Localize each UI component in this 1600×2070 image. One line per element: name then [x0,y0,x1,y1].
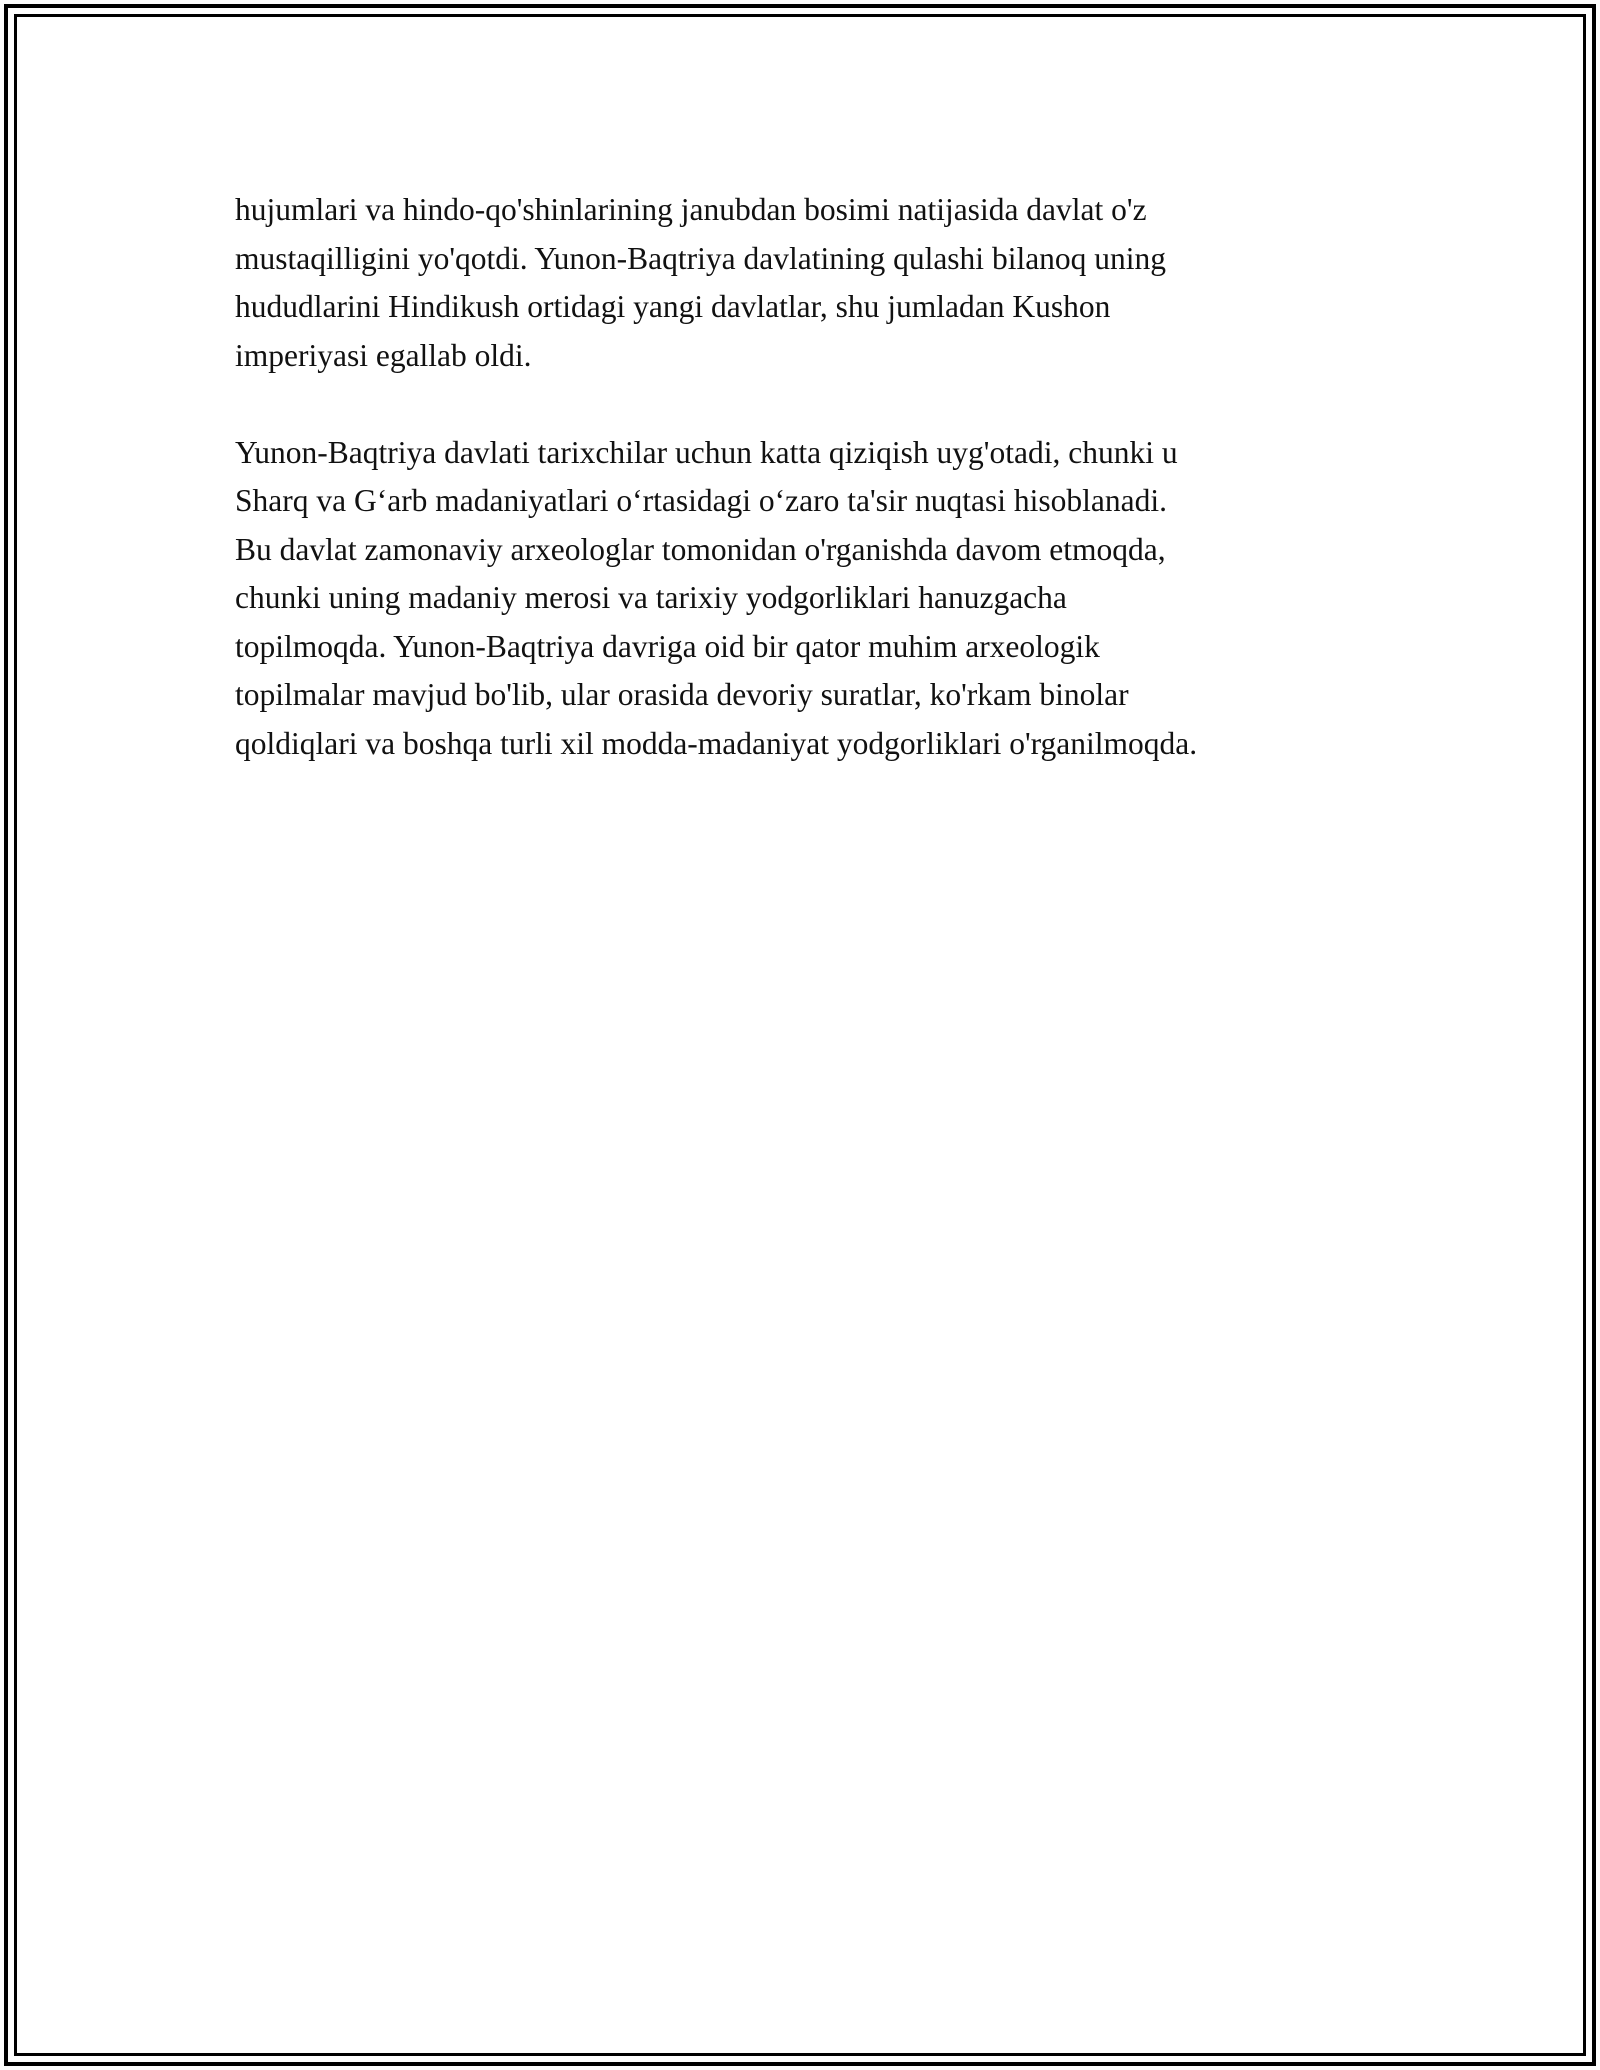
text-line: chunki uning madaniy merosi va tarixiy yodgorliklari hanuzgacha [235,580,1067,615]
paragraph-2 [235,429,1395,769]
text-line: hududlarini Hindikush ortidagi yangi davlatlar, shu jumladan Kushon [235,289,1111,324]
text-line: qoldiqlari va boshqa turli xil modda-madaniyat yodgorliklari o'rganilmoqda. [235,725,1198,761]
paragraph-1 [235,186,1395,380]
document-body [235,186,1395,768]
text-line: Sharq va G‘arb madaniyatlari o‘rtasidagi o‘zaro ta'sir nuqtasi hisoblanadi. [235,483,1168,518]
text-line: hujumlari va hindo-qo'shinlarining janubdan bosimi natijasida davlat o'z [235,192,1147,227]
text-line: imperiyasi egallab oldi. [235,337,532,373]
text-line: topilmoqda. Yunon-Baqtriya davriga oid bir qator muhim arxeologik [235,628,1100,664]
text-line: Bu davlat zamonaviy arxeologlar tomonidan o'rganishda davom etmoqda, [235,531,1166,567]
text-line: mustaqilligini yo'qotdi. Yunon-Baqtriya davlatining qulashi bilanoq uning [235,240,1167,276]
text-line: topilmalar mavjud bo'lib, ular orasida devoriy suratlar, ko'rkam binolar [235,677,1129,712]
text-line: Yunon-Baqtriya davlati tarixchilar uchun katta qiziqish uyg'otadi, chunki u [235,434,1178,470]
